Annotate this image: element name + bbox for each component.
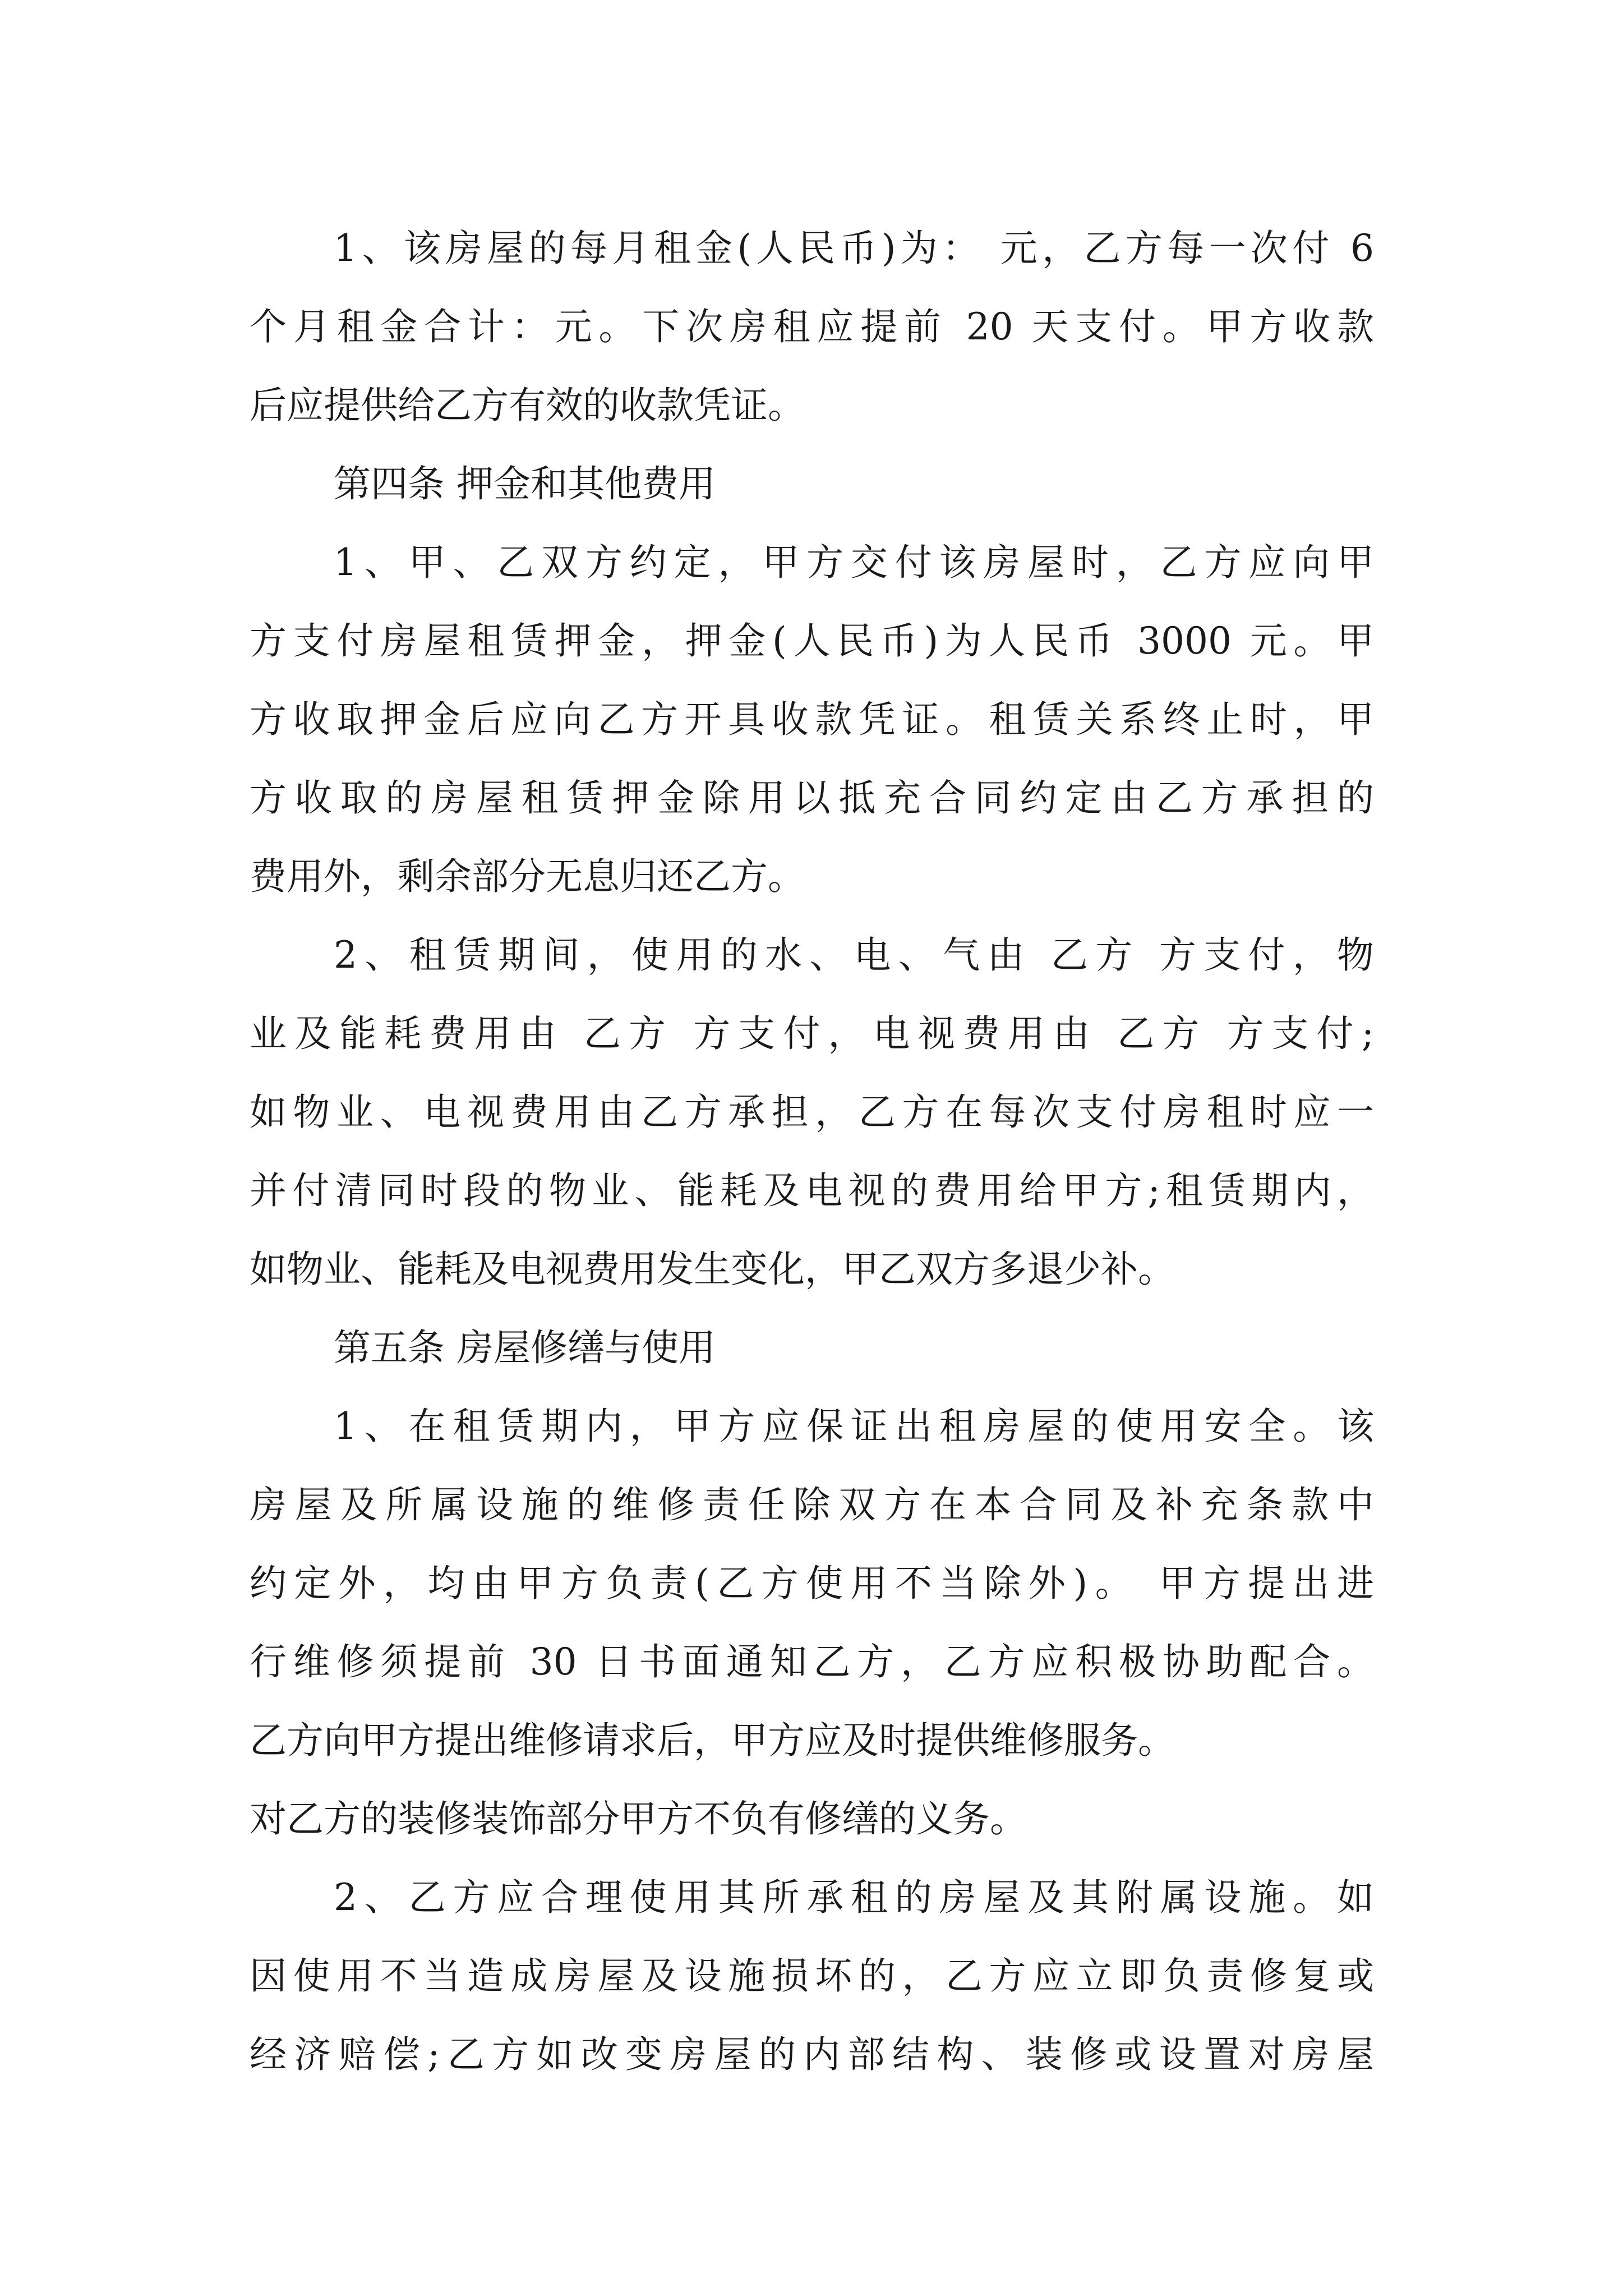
text-line: 约定外，均由甲方负责(乙方使用不当除外)。 甲方提出进 [250, 1562, 1374, 1605]
text-line: 业及能耗费用由 乙方 方支付，电视费用由 乙方 方支付; [250, 1012, 1374, 1055]
text-line: 如物业、能耗及电视费用发生变化，甲乙双方多退少补。 [250, 1248, 1175, 1291]
text-line: 2、乙方应合理使用其所承租的房屋及其附属设施。如 [334, 1876, 1374, 1919]
text-line: 2、租赁期间，使用的水、电、气由 乙方 方支付，物 [334, 933, 1374, 977]
text-line: 方支付房屋租赁押金，押金(人民币)为人民币 3000 元。甲 [250, 619, 1374, 662]
text-line: 因使用不当造成房屋及设施损坏的，乙方应立即负责修复或 [250, 1954, 1374, 1998]
text-line: 行维修须提前 30 日书面通知乙方，乙方应积极协助配合。 [250, 1640, 1374, 1683]
text-line: 1、在租赁期内，甲方应保证出租房屋的使用安全。该 [334, 1405, 1374, 1448]
text-line: 并付清同时段的物业、能耗及电视的费用给甲方;租赁期内， [250, 1169, 1374, 1212]
text-line: 1、甲、乙双方约定，甲方交付该房屋时，乙方应向甲 [334, 541, 1374, 584]
text-line: 第四条 押金和其他费用 [334, 462, 716, 505]
text-line: 方收取押金后应向乙方开具收款凭证。租赁关系终止时，甲 [250, 698, 1374, 741]
text-line: 经济赔偿;乙方如改变房屋的内部结构、装修或设置对房屋 [250, 2033, 1374, 2076]
text-line: 个月租金合计：元。下次房租应提前 20 天支付。甲方收款 [250, 305, 1374, 348]
text-line: 1、该房屋的每月租金(人民币)为： 元，乙方每一次付 6 [334, 227, 1374, 270]
text-line: 第五条 房屋修缮与使用 [334, 1326, 716, 1369]
text-line: 方收取的房屋租赁押金除用以抵充合同约定由乙方承担的 [250, 776, 1374, 820]
text-line: 如物业、电视费用由乙方承担，乙方在每次支付房租时应一 [250, 1091, 1374, 1134]
text-line: 费用外，剩余部分无息归还乙方。 [250, 855, 805, 898]
text-line: 对乙方的装修装饰部分甲方不负有修缮的义务。 [250, 1797, 1027, 1841]
contract-text [250, 209, 1374, 2094]
text-line: 乙方向甲方提出维修请求后，甲方应及时提供维修服务。 [250, 1719, 1175, 1762]
text-line: 后应提供给乙方有效的收款凭证。 [250, 384, 805, 427]
text-line: 房屋及所属设施的维修责任除双方在本合同及补充条款中 [250, 1483, 1374, 1526]
